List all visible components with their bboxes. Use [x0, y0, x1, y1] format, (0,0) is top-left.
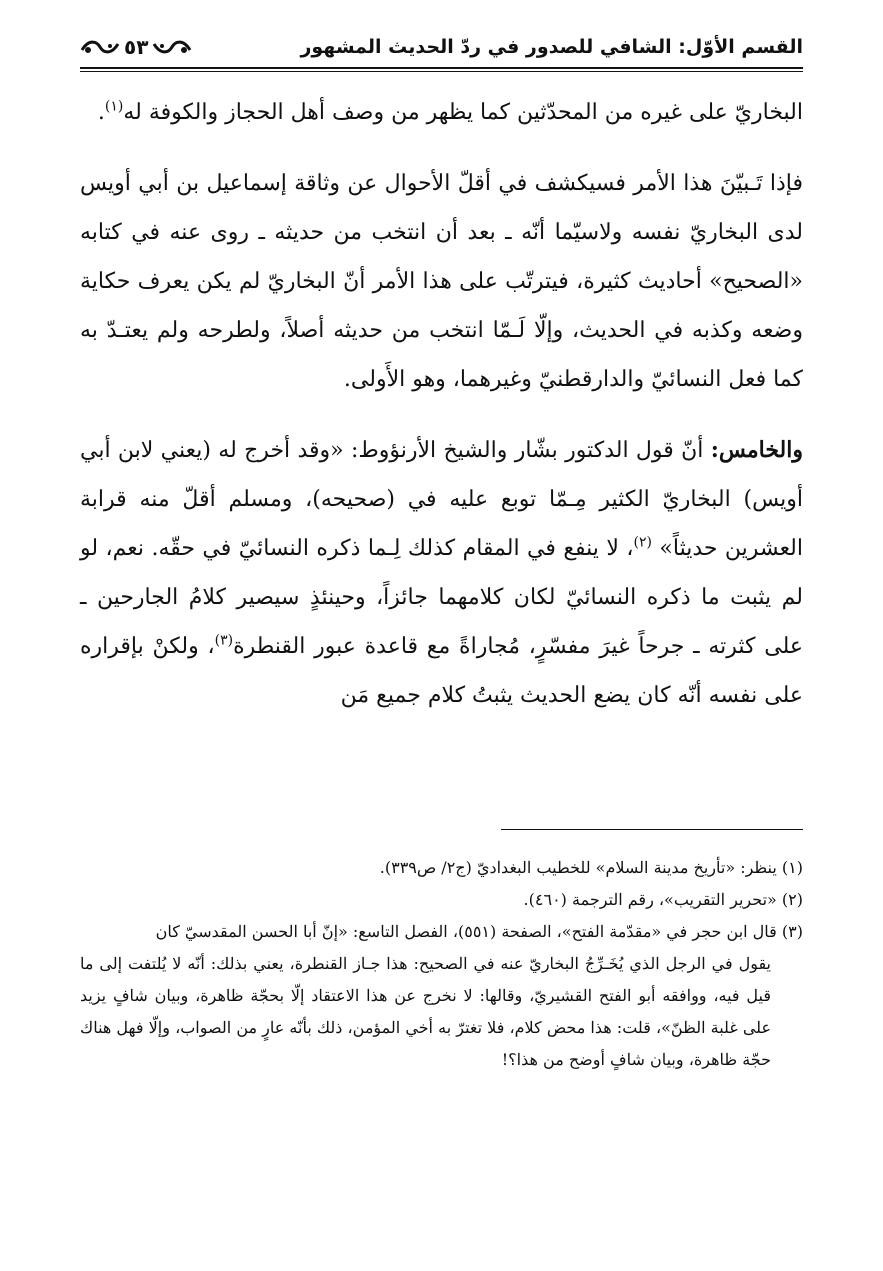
footnote-1: (١) ينظر: «تأريخ مدينة السلام» للخطيب البغداديّ (ج٢/ ص٣٣٩).: [379, 858, 803, 877]
footnote-3: (٣) قال ابن حجر في «مقدّمة الفتح»، الصفحة (٥٥١)، الفصل التاسع: «إنّ أبا الحسن المقدسيّ كان: [155, 922, 803, 941]
running-title: القسم الأوّل: الشافي للصدور في ردّ الحديث المشهور: [300, 36, 803, 58]
left-ornament-icon: [80, 38, 120, 56]
page-header: [80, 30, 803, 64]
page-number-group: [80, 35, 192, 59]
page-number: ٥٣: [124, 35, 149, 59]
footnote-ref-1: (١): [104, 98, 124, 115]
footnotes: [80, 852, 803, 1076]
footnote-ref-3: (٣): [214, 632, 234, 649]
paragraph-3: [80, 426, 803, 720]
paragraph-1-end: .: [97, 100, 105, 125]
footnote-3-continuation: يقول في الرجل الذي يُخَـرِّجُ البخاريّ عنه في الصحيح: هذا جـاز القنطرة، يعني بذلك: أنّه لا يُلتفت إلى ما قيل فيه، ووافقه أبو الفتح القشيريّ، وقالها: لا نخرج عن هذا الاعتقاد إلّا بحجّة ظاهرة، وبيان شافٍ يزيد على غلبة الظنّ»، قلت: هذا محض كلام، فلا تغترّ به أخي المؤمن، ذلك بأنّه عارٍ من الصواب، وإلّا فهل هناك حجّة ظاهرة، وبيان شافٍ أوضح من هذا؟!: [80, 954, 772, 1069]
paragraph-3-lead: والخامس:: [710, 437, 803, 463]
footnote-2: (٢) «تحرير التقريب»، رقم الترجمة (٤٦٠).: [523, 890, 803, 909]
paragraph-2: فإذا تَـبيّنَ هذا الأمر فسيكشف في أقلّ الأحوال عن وثاقة إسماعيل بن أبي أويس لدى البخاريّ نفسه ولاسيّما أنّه ـ بعد أن انتخب من حديثه ـ روى عنه في كتابه «الصحيح» أحاديث كثيرة، فيترتّب على هذا الأمر أنّ البخاريّ لم يكن يعرف حكاية وضعه وكذبه في الحديث، وإلّا لَـمّا انتخب من حديثه أصلاً، ولطرحه ولم يعتـدّ به كما فعل النسائيّ والدارقطنيّ وغيرهما، وهو الأَولى.: [80, 171, 803, 392]
footnote-separator: [501, 829, 803, 830]
right-ornament-icon: [152, 38, 192, 56]
header-rule: [80, 67, 803, 72]
paragraph-1-text: البخاريّ على غيره من المحدّثين كما يظهر من وصف أهل الحجاز والكوفة له: [123, 100, 803, 125]
main-text: [80, 88, 803, 720]
footnote-ref-2: (٢): [633, 534, 652, 551]
paragraph-3-text-b: ، لا ينفع في المقام كذلك لِـما ذكره النسائيّ في حقّه. نعم، لو لم يثبت ما ذكره النسائيّ لكان كلامهما جائزاً، وحينئذٍ سيصير كلامُ الجارحين ـ على كثرته ـ جرحاً غيرَ مفسّرٍ، مُجاراةً مع قاعدة عبور القنطرة: [80, 536, 804, 659]
paragraph-3-text-a: أنّ قول الدكتور بشّار والشيخ الأرنؤوط: «وقد أخرج له (يعني لابن أبي أويس) البخاريّ الكثير مِـمّا توبع عليه في (صحيحه)، ومسلم أقلّ منه قرابة العشرين حديثاً»: [80, 438, 803, 561]
paragraph-3-text-c: ، ولكنْ بإقراره على نفسه أنّه كان يضع الحديث يثبتُ كلام جميع مَن: [80, 634, 803, 708]
paragraph-1: [80, 88, 803, 137]
